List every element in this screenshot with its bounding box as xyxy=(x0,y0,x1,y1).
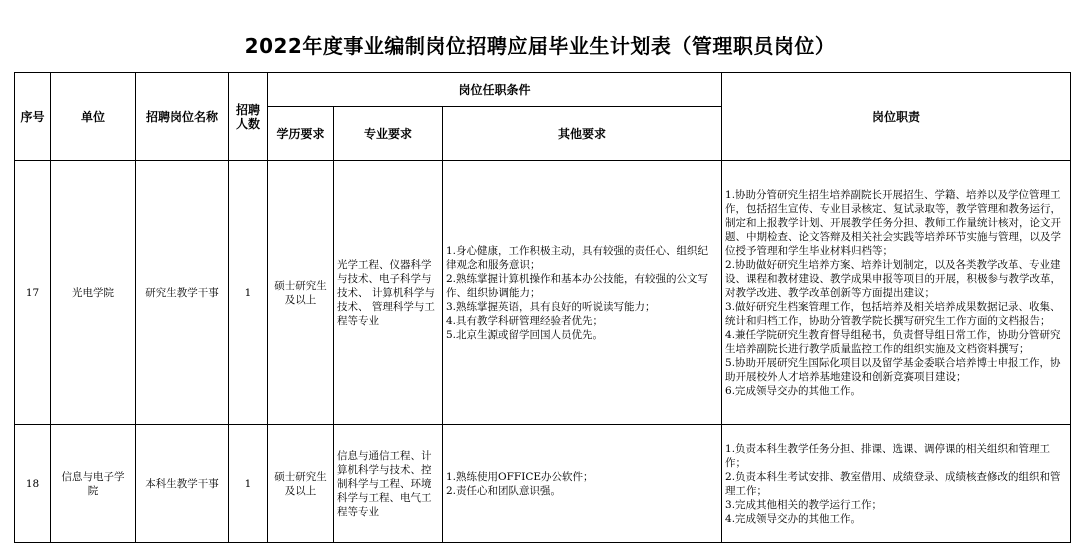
other-requirement-item: 3.熟练掌握英语，具有良好的听说读写能力； xyxy=(446,300,656,313)
header-seq: 序号 xyxy=(15,73,51,161)
recruitment-plan-table xyxy=(14,72,1071,543)
row-unit: 光电学院 xyxy=(51,161,136,425)
row-other-requirements xyxy=(443,425,722,543)
row-major: 光学工程、仪器科学与技术、电子科学与技术、 计算机科学与技术、 管理科学与工程等专业 xyxy=(334,161,443,425)
row-count: 1 xyxy=(229,161,268,425)
header-major: 专业要求 xyxy=(334,107,443,161)
row-position: 研究生教学干事 xyxy=(136,161,229,425)
row-other-requirements xyxy=(443,161,722,425)
row-education: 硕士研究生 及以上 xyxy=(268,161,334,425)
duty-item: 5.协助开展研究生国际化项目以及留学基金委联合培养博士申报工作，协助开展校外人才培养基地建设和创新竞赛项目建设； xyxy=(725,356,1061,383)
row-unit: 信息与电子学 院 xyxy=(51,425,136,543)
other-requirement-item: 2.熟练掌握计算机操作和基本办公技能，有较强的公文写作、组织协调能力； xyxy=(446,272,709,299)
row-duties xyxy=(722,425,1071,543)
row-count: 1 xyxy=(229,425,268,543)
duty-item: 1.协助分管研究生招生培养副院长开展招生、学籍、培养以及学位管理工作，包括招生宣传、专业目录核定、复试录取等，教学管理和教务运行，制定和上报教学计划、开展教学任务分担、教师工作量统计核对，论文开题、中期检查、论文答辩及相关社会实践等培养环节实施与管理，以及学位授予管理和学生毕业材料归档等； xyxy=(725,188,1062,257)
header-count: 招聘 人数 xyxy=(229,73,268,161)
other-requirement-item: 4.具有教学科研管理经验者优先； xyxy=(446,314,604,327)
row-major: 信息与通信工程、计算机科学与技术、控制科学与工程、环境科学与工程、电气工程等专业 xyxy=(334,425,443,543)
header-row-1 xyxy=(15,73,1071,107)
duty-item: 3.做好研究生档案管理工作，包括培养及相关培养成果数据记录、收集、统计和归档工作，协助分管教学院长撰写研究生工作方面的文档报告； xyxy=(725,300,1061,327)
duty-item: 1.负责本科生教学任务分担、排课、选课、调停课的相关组织和管理工作； xyxy=(725,442,1051,469)
header-conditions: 岗位任职条件 xyxy=(268,73,722,107)
page-title: 2022年度事业编制岗位招聘应届毕业生计划表（管理职员岗位） xyxy=(244,34,836,58)
other-requirement-item: 1.身心健康，工作积极主动，具有较强的责任心、组织纪律观念和服务意识； xyxy=(446,244,709,271)
header-unit: 单位 xyxy=(51,73,136,161)
row-seq: 17 xyxy=(15,161,51,425)
other-requirement-item: 5.北京生源或留学回国人员优先。 xyxy=(446,328,604,341)
duty-item: 6.完成领导交办的其他工作。 xyxy=(725,384,862,397)
header-other: 其他要求 xyxy=(443,107,722,161)
duty-item: 4.完成领导交办的其他工作。 xyxy=(725,512,862,525)
header-education: 学历要求 xyxy=(268,107,334,161)
other-requirement-item: 2.责任心和团队意识强。 xyxy=(446,484,562,497)
header-position: 招聘岗位名称 xyxy=(136,73,229,161)
duty-item: 2.负责本科生考试安排、教室借用、成绩登录、成绩核查修改的组织和管理工作； xyxy=(725,470,1061,497)
duty-item: 2.协助做好研究生培养方案、培养计划制定，以及各类教学改革、专业建设、课程和教材建设、教学成果申报等项目的开展，积极参与教学改革，对教学改进、教学改革创新等方面提出建议； xyxy=(725,258,1062,299)
duty-item: 3.完成其他相关的教学运行工作； xyxy=(725,498,883,511)
header-duties: 岗位职责 xyxy=(722,73,1071,161)
table-row xyxy=(15,161,1071,425)
row-education: 硕士研究生 及以上 xyxy=(268,425,334,543)
table-row xyxy=(15,425,1071,543)
row-position: 本科生教学干事 xyxy=(136,425,229,543)
row-seq: 18 xyxy=(15,425,51,543)
row-duties xyxy=(722,161,1071,425)
duty-item: 4.兼任学院研究生教育督导组秘书，负责督导组日常工作，协助分管研究生培养副院长进行教学质量监控工作的组织实施及文档资料撰写； xyxy=(725,328,1061,355)
other-requirement-item: 1.熟练使用OFFICE办公软件； xyxy=(446,470,594,483)
